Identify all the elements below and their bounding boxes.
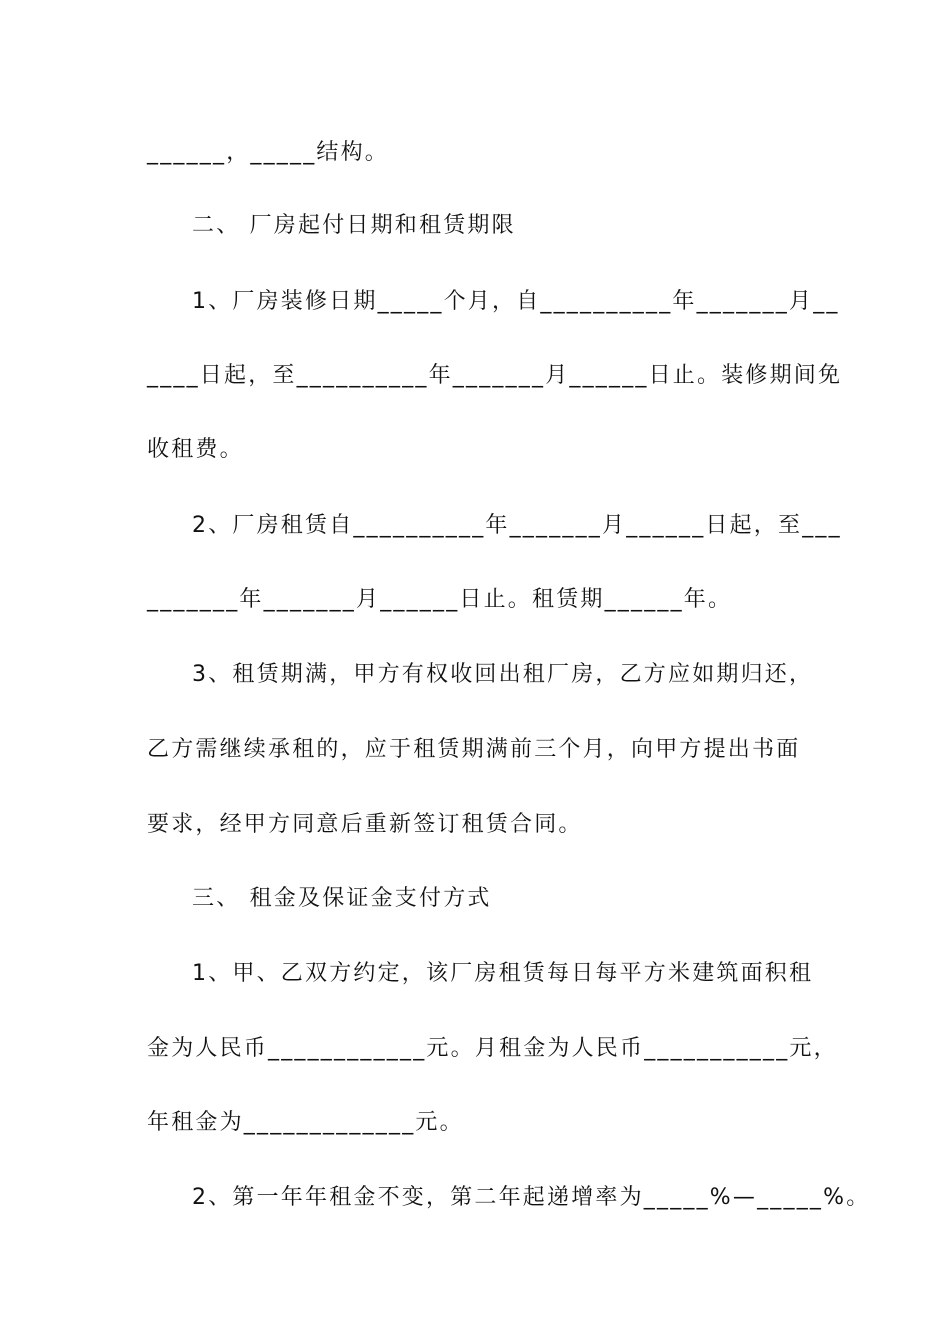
clause-3-2-line-1: 2、第一年年租金不变，第二年起递增率为_____%—_____%。	[192, 1185, 871, 1210]
clause-3-1-line-1: 1、甲、乙双方约定，该厂房租赁每日每平方米建筑面积租	[192, 961, 814, 986]
clause-2-1-line-2: ____日起，至__________年_______月______日止。装修期间免	[147, 363, 843, 388]
clause-2-3-line-2: 乙方需继续承租的，应于租赁期满前三个月，向甲方提出书面	[147, 737, 801, 762]
clause-2-3-line-3: 要求，经甲方同意后重新签订租赁合同。	[147, 812, 583, 837]
clause-2-3-line-1: 3、租赁期满，甲方有权收回出租厂房，乙方应如期归还，	[192, 662, 814, 687]
clause-2-2-line-1: 2、厂房租赁自__________年_______月______日起，至___	[192, 513, 842, 538]
clause-3-1-line-3: 年租金为_____________元。	[147, 1110, 464, 1135]
clause-3-1-line-2: 金为人民币____________元。月租金为人民币___________元，	[147, 1036, 838, 1061]
clause-2-1-line-3: 收租费。	[147, 437, 244, 462]
section-heading-2: 二、 厂房起付日期和租赁期限	[192, 213, 516, 238]
text-line-structure-blanks: ______，_____结构。	[147, 140, 390, 165]
clause-2-2-line-2: _______年_______月______日止。租赁期______年。	[147, 587, 733, 612]
section-heading-3: 三、 租金及保证金支付方式	[192, 886, 492, 911]
clause-2-1-line-1: 1、厂房装修日期_____个月，自__________年_______月__	[192, 289, 840, 314]
